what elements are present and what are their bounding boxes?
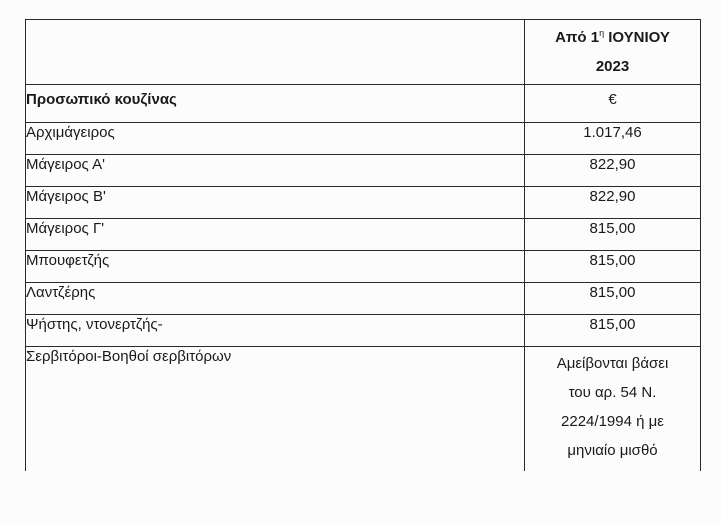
role-label: Αρχιμάγειρος xyxy=(26,123,525,155)
wage-value: 815,00 xyxy=(525,219,701,251)
header-date-year: 2023 xyxy=(595,58,630,75)
role-label: Ψήστης, ντονερτζής- xyxy=(26,315,525,347)
wage-value: 815,00 xyxy=(525,315,701,347)
table-row xyxy=(26,155,701,187)
currency-symbol: € xyxy=(525,85,701,123)
wage-note-line: μηνιαίο μισθό xyxy=(567,442,658,459)
wage-note-line: του αρ. 54 Ν. xyxy=(568,384,657,401)
wage-value: 815,00 xyxy=(525,283,701,315)
wage-value: 822,90 xyxy=(525,155,701,187)
table-row xyxy=(26,251,701,283)
role-label: Μπουφετζής xyxy=(26,251,525,283)
table-row xyxy=(26,219,701,251)
role-label: Λαντζέρης xyxy=(26,283,525,315)
table-header-row xyxy=(26,20,701,85)
table-row-waiters xyxy=(26,347,701,472)
table-row xyxy=(26,315,701,347)
header-label-cell xyxy=(26,20,525,85)
header-date-cell xyxy=(525,20,701,85)
table-row xyxy=(26,123,701,155)
role-label: Μάγειρος Α' xyxy=(26,155,525,187)
header-date-month: ΙΟΥΝΙΟΥ xyxy=(604,29,670,46)
wage-table xyxy=(25,19,701,471)
header-date-prefix: Από 1 xyxy=(555,29,600,46)
role-label: Μάγειρος Γ' xyxy=(26,219,525,251)
role-label: Μάγειρος Β' xyxy=(26,187,525,219)
role-label: Σερβιτόροι-Βοηθοί σερβιτόρων xyxy=(26,347,525,472)
wage-value: 822,90 xyxy=(525,187,701,219)
table-row xyxy=(26,187,701,219)
header-date-superscript: η xyxy=(599,28,605,38)
wage-note xyxy=(525,347,701,472)
section-row xyxy=(26,85,701,123)
wage-note-line: 2224/1994 ή με xyxy=(561,413,664,430)
table-row xyxy=(26,283,701,315)
section-title: Προσωπικό κουζίνας xyxy=(26,85,525,123)
wage-value: 1.017,46 xyxy=(525,123,701,155)
wage-note-line: Αμείβονται βάσει xyxy=(556,355,669,372)
wage-value: 815,00 xyxy=(525,251,701,283)
